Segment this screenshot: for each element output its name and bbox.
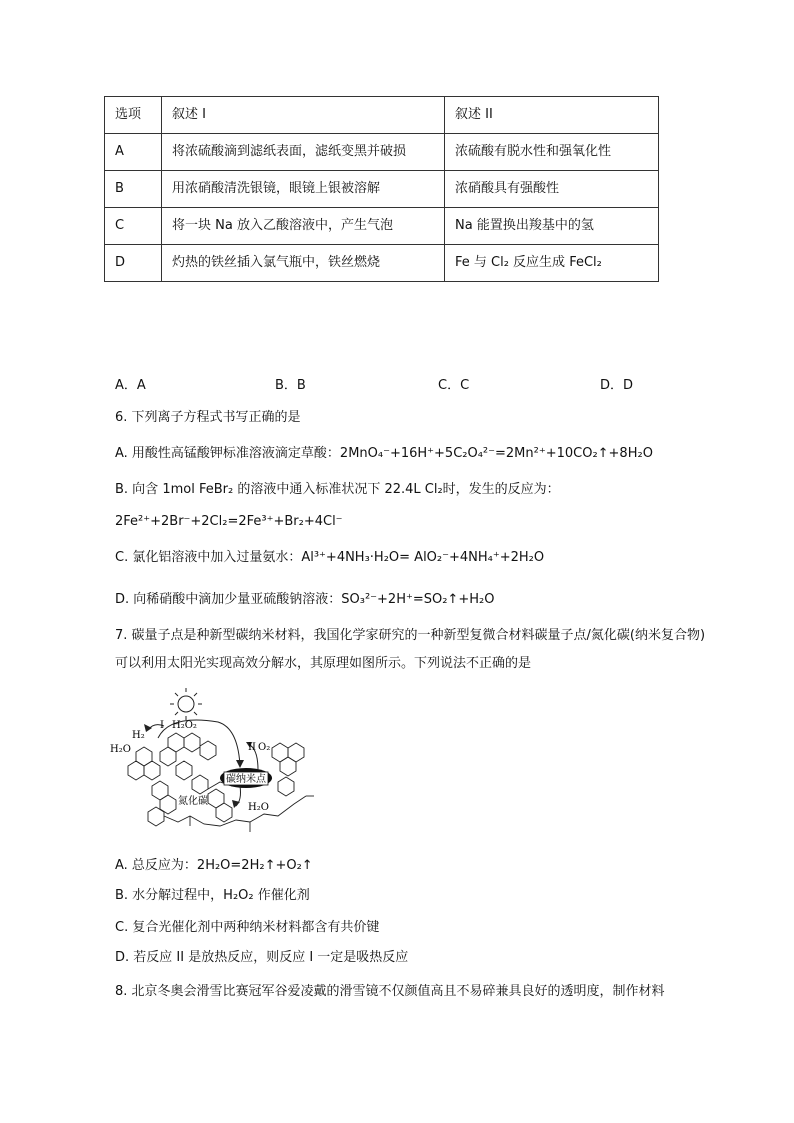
header-statement-2: 叙述 II [445,97,659,134]
q6-option-a: A. 用酸性高锰酸钾标准溶液滴定草酸：2MnO₄⁻+16H⁺+5C₂O₄²⁻=2Mn²⁺+10CO₂↑+8H₂O [115,446,653,461]
sun-icon [170,688,202,720]
header-statement-1: 叙述 I [162,97,445,134]
row-statement-2: 浓硝酸具有强酸性 [445,171,659,208]
q7-option-a: A. 总反应为：2H₂O=2H₂↑+O₂↑ [115,858,313,873]
row-statement-2: 浓硫酸有脱水性和强氧化性 [445,134,659,171]
q7-option-c: C. 复合光催化剂中两种纳米材料都含有共价键 [115,920,380,935]
table-row [105,245,659,282]
row-option: A [105,134,162,171]
h2o2-label: H₂O₂ [172,720,197,731]
row-statement-1: 用浓硝酸清洗银镜，眼镜上银被溶解 [162,171,445,208]
row-statement-2: Na 能置换出羧基中的氢 [445,208,659,245]
q7-option-d: D. 若反应 II 是放热反应，则反应 I 一定是吸热反应 [115,950,409,965]
row-statement-1: 灼热的铁丝插入氯气瓶中，铁丝燃烧 [162,245,445,282]
header-option: 选项 [105,97,162,134]
carbon-dot-label: 碳纳米点 [226,774,266,785]
h2-label: H₂ [132,730,145,741]
carbon-nitride-label: 氮化碳 [178,796,208,807]
step-ii-label: II [248,742,256,753]
q8-stem: 8. 北京冬奥会滑雪比赛冠军谷爱凌戴的滑雪镜不仅颜值高且不易碎兼具良好的透明度，制作材料 [115,984,665,999]
row-statement-1: 将浓硫酸滴到滤纸表面，滤纸变黑并破损 [162,134,445,171]
step-i-label: I [160,720,164,731]
row-option: D [105,245,162,282]
q7-stem: 7. 碳量子点是种新型碳纳米材料，我国化学家研究的一种新型复微合材料碳量子点/氮化碳(纳米复合物)可以利用太阳光实现高效分解水，其原理如图所示。下列说法不正确的是 [115,628,706,671]
table-row [105,171,659,208]
q6-option-b-equation: 2Fe²⁺+2Br⁻+2Cl₂=2Fe³⁺+Br₂+4Cl⁻ [115,514,343,529]
q6-option-b: B. 向含 1mol FeBr₂ 的溶液中通入标准状况下 22.4L Cl₂时，发生的反应为： [115,482,560,497]
o2-label: O₂ [258,742,271,753]
q6-option-d: D. 向稀硝酸中滴加少量亚硫酸钠溶液：SO₃²⁻+2H⁺=SO₂↑+H₂O [115,592,495,607]
table-row [105,208,659,245]
row-statement-2: Fe 与 Cl₂ 反应生成 FeCl₂ [445,245,659,282]
q6-stem: 6. 下列离子方程式书写正确的是 [115,410,301,425]
choice-a: A．A [115,378,146,393]
q7-option-b: B. 水分解过程中，H₂O₂ 作催化剂 [115,888,310,903]
h2o-right-label: H₂O [248,802,269,813]
row-option: B [105,171,162,208]
choice-d: D．D [600,378,634,393]
q6-option-c: C. 氯化铝溶液中加入过量氨水：Al³⁺+4NH₃·H₂O= AlO₂⁻+4NH₄⁺+2H₂O [115,550,545,565]
table-row [105,134,659,171]
photocatalysis-figure [108,686,318,838]
choice-b: B．B [275,378,306,393]
options-table [104,96,659,282]
q5-choices [115,376,675,396]
table-header-row [105,97,659,134]
row-statement-1: 将一块 Na 放入乙酸溶液中，产生气泡 [162,208,445,245]
h2o-left-label: H₂O [110,744,131,755]
choice-c: C．C [438,378,470,393]
row-option: C [105,208,162,245]
carbon-nitride-network [128,733,314,832]
